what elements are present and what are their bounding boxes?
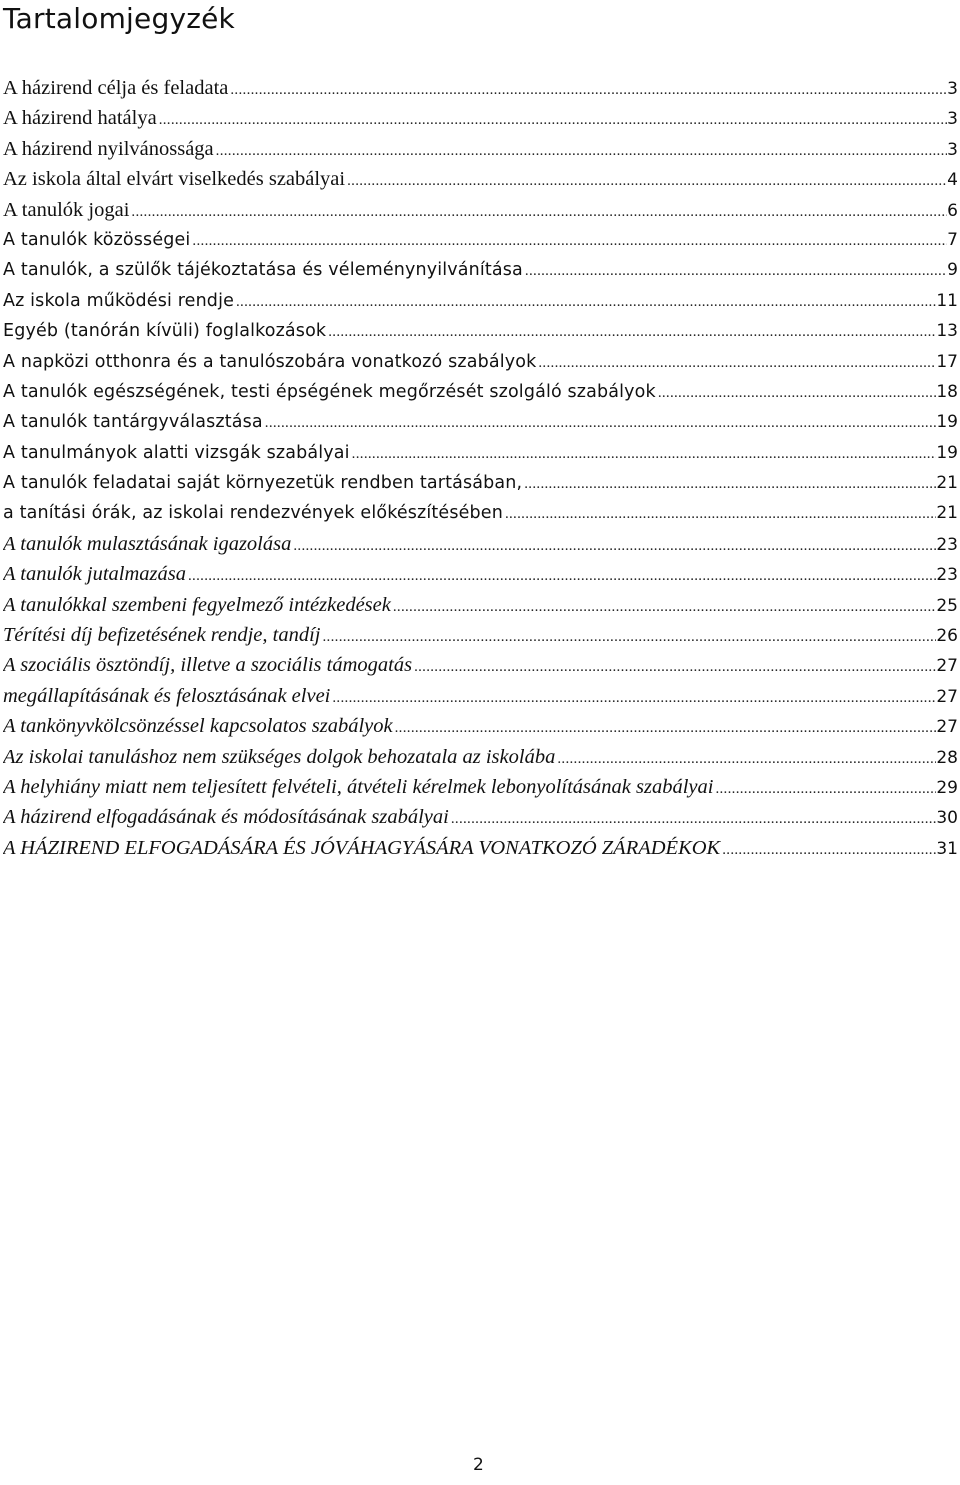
toc-entry[interactable]	[3, 225, 960, 255]
dot-leader	[263, 408, 937, 437]
toc-entry-page: 9	[947, 260, 958, 281]
toc-entry[interactable]	[3, 377, 960, 407]
toc-entry-page: 30	[936, 808, 958, 829]
toc-entry-page: 28	[936, 747, 958, 768]
toc-entry-page: 31	[936, 838, 958, 859]
toc-entry-label: A tanulókkal szembeni fegyelmező intézkedések	[3, 593, 391, 616]
toc-entry-page: 13	[936, 321, 958, 342]
toc-entry-page: 3	[947, 79, 958, 99]
toc-entry-page: 4	[947, 170, 958, 191]
dot-leader	[713, 774, 936, 802]
toc-entry[interactable]	[3, 498, 960, 528]
toc-entry-label: A tanulók jutalmazása	[3, 563, 186, 586]
dot-leader	[326, 317, 936, 346]
toc-entry-page: 6	[947, 200, 958, 221]
toc-entry-label: A HÁZIREND ELFOGADÁSÁRA ÉS JÓVÁHAGYÁSÁRA VONATKOZÓ ZÁRADÉKOK	[3, 836, 721, 859]
toc-entry[interactable]	[3, 134, 960, 164]
toc-entry[interactable]	[3, 711, 960, 741]
toc-entry-page: 3	[947, 139, 958, 160]
toc-entry[interactable]	[3, 802, 960, 832]
toc-entry[interactable]	[3, 438, 960, 468]
toc-entry-label: A házirend hatálya	[3, 107, 157, 130]
toc-entry-label: A napközi otthonra és a tanulószobára vonatkozó szabályok	[3, 351, 537, 372]
dot-leader	[291, 531, 936, 559]
dot-leader	[214, 136, 948, 164]
toc-entry-page: 27	[936, 717, 958, 738]
toc-entry-page: 23	[936, 534, 958, 555]
toc-entry-label: Az iskola által elvárt viselkedés szabályai	[3, 168, 346, 191]
toc-entry[interactable]	[3, 73, 960, 103]
toc-entry-page: 11	[936, 290, 958, 311]
toc-entry-label: a tanítási órák, az iskolai rendezvények előkészítésében	[3, 503, 503, 524]
toc-entry-label: A tanulók feladatai saját környezetük rendben tartásában,	[3, 473, 523, 494]
toc-entry[interactable]	[3, 742, 960, 772]
toc-entry-page: 18	[936, 381, 958, 402]
toc-entry[interactable]	[3, 407, 960, 437]
toc-entry[interactable]	[3, 316, 960, 346]
dot-leader	[129, 197, 947, 225]
toc-entry-label: A tanulók jogai	[3, 198, 130, 221]
dot-leader	[449, 804, 937, 832]
toc-entry-page: 19	[936, 442, 958, 463]
toc-entry[interactable]	[3, 529, 960, 559]
dot-leader	[330, 683, 936, 711]
toc-entry-page: 19	[936, 412, 958, 433]
toc-entry-label: A helyhiány miatt nem teljesített felvételi, átvételi kérelmek lebonyolításának szabályai	[3, 775, 714, 798]
toc-entry-label: megállapításának és felosztásának elvei	[3, 684, 331, 707]
toc-list	[3, 73, 960, 863]
dot-leader	[555, 744, 936, 772]
toc-entry[interactable]	[3, 103, 960, 133]
toc-entry-label: A szociális ösztöndíj, illetve a szociális támogatás	[3, 654, 413, 677]
toc-entry[interactable]	[3, 650, 960, 680]
toc-entry[interactable]	[3, 347, 960, 377]
dot-leader	[522, 469, 936, 498]
toc-entry-label: A tanulók tantárgyválasztása	[3, 412, 263, 433]
toc-entry-label: A tanulmányok alatti vizsgák szabályai	[3, 442, 350, 463]
toc-entry[interactable]	[3, 164, 960, 194]
toc-entry-page: 23	[936, 565, 958, 586]
toc-entry-label: A tankönyvkölcsönzéssel kapcsolatos szabályok	[3, 715, 393, 738]
toc-entry-page: 26	[936, 626, 958, 647]
toc-entry-page: 21	[936, 503, 958, 524]
dot-leader	[350, 439, 937, 468]
toc-entry-page: 21	[936, 473, 958, 494]
toc-entry-page: 3	[947, 109, 958, 130]
toc-entry-label: A tanulók, a szülők tájékoztatása és véleménynyilvánítása	[3, 260, 523, 281]
toc-title: Tartalomjegyzék	[3, 2, 235, 35]
dot-leader	[186, 561, 936, 589]
toc-entry-page: 29	[936, 777, 958, 798]
dot-leader	[536, 348, 936, 377]
toc-entry-label: Térítési díj befizetésének rendje, tandíj	[3, 624, 321, 647]
dot-leader	[412, 652, 936, 680]
dot-leader	[321, 622, 937, 650]
toc-entry[interactable]	[3, 772, 960, 802]
toc-entry-page: 25	[936, 595, 958, 616]
toc-entry[interactable]	[3, 255, 960, 285]
page-number: 2	[473, 1455, 484, 1475]
dot-leader	[391, 592, 937, 620]
toc-entry-label: A házirend nyilvánossága	[3, 137, 214, 160]
toc-entry-page: 17	[936, 351, 958, 372]
toc-entry[interactable]	[3, 195, 960, 225]
dot-leader	[503, 499, 936, 528]
dot-leader	[234, 287, 936, 316]
toc-entry[interactable]	[3, 590, 960, 620]
toc-entry[interactable]	[3, 681, 960, 711]
dot-leader	[345, 166, 947, 194]
dot-leader	[720, 835, 936, 863]
dot-leader	[523, 256, 947, 285]
dot-leader	[393, 713, 937, 741]
toc-entry-label: A házirend célja és feladata	[3, 77, 229, 99]
toc-entry[interactable]	[3, 620, 960, 650]
toc-entry-page: 27	[936, 656, 958, 677]
toc-entry-label: A tanulók mulasztásának igazolása	[3, 532, 292, 555]
dot-leader	[190, 226, 947, 255]
dot-leader	[656, 378, 937, 407]
toc-entry-page: 27	[936, 686, 958, 707]
toc-entry-page: 7	[947, 229, 958, 250]
toc-entry-label: Az iskolai tanuláshoz nem szükséges dolgok behozatala az iskolába	[3, 745, 556, 768]
toc-entry[interactable]	[3, 833, 960, 863]
toc-entry[interactable]	[3, 559, 960, 589]
toc-entry[interactable]	[3, 286, 960, 316]
toc-entry-label: A tanulók közösségei	[3, 229, 191, 250]
toc-entry-label: Az iskola működési rendje	[3, 290, 234, 311]
dot-leader	[228, 75, 947, 103]
toc-entry-label: A házirend elfogadásának és módosításának szabályai	[3, 806, 449, 829]
dot-leader	[157, 105, 947, 133]
toc-entry-label: A tanulók egészségének, testi épségének megőrzését szolgáló szabályok	[3, 381, 656, 402]
toc-entry-label: Egyéb (tanórán kívüli) foglalkozások	[3, 321, 327, 342]
toc-entry[interactable]	[3, 468, 960, 498]
